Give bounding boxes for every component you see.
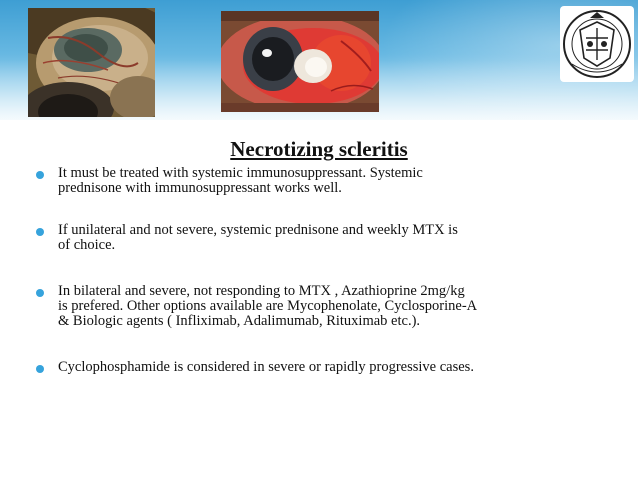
bullet-icon <box>36 171 44 179</box>
bullet-line: If unilateral and not severe, systemic prednisone and weekly MTX is <box>58 222 458 238</box>
bullet-icon <box>36 228 44 236</box>
bullet-line: It must be treated with systemic immunosuppressant. Systemic <box>58 165 423 181</box>
clinical-photo-scleral-necrosis <box>28 8 155 117</box>
slide-title: Necrotizing scleritis <box>230 137 408 161</box>
bullet-line: & Biologic agents ( Infliximab, Adalimumab, Rituximab etc.). <box>58 313 421 329</box>
bullet-item <box>36 166 606 196</box>
bullet-line: prednisone with immunosuppressant works well. <box>58 180 342 196</box>
bullet-item <box>36 360 606 375</box>
bullet-line: In bilateral and severe, not responding to MTX , Azathioprine 2mg/kg <box>58 283 465 299</box>
bullet-icon <box>36 289 44 297</box>
bullet-text <box>58 223 606 253</box>
bullet-item <box>36 223 606 253</box>
bullet-text <box>58 284 606 329</box>
bullet-line: is prefered. Other options available are Mycophenolate, Cyclosporine-A <box>58 298 478 314</box>
bullet-line: of choice. <box>58 237 116 253</box>
bullet-icon <box>36 365 44 373</box>
bullet-item <box>36 284 606 329</box>
bullet-line: Cyclophosphamide is considered in severe or rapidly progressive cases. <box>58 359 474 375</box>
clinical-photo-inflamed-eye <box>221 11 379 112</box>
bullet-text <box>58 166 606 196</box>
bullet-text <box>58 360 606 375</box>
college-crest-logo <box>560 6 634 82</box>
